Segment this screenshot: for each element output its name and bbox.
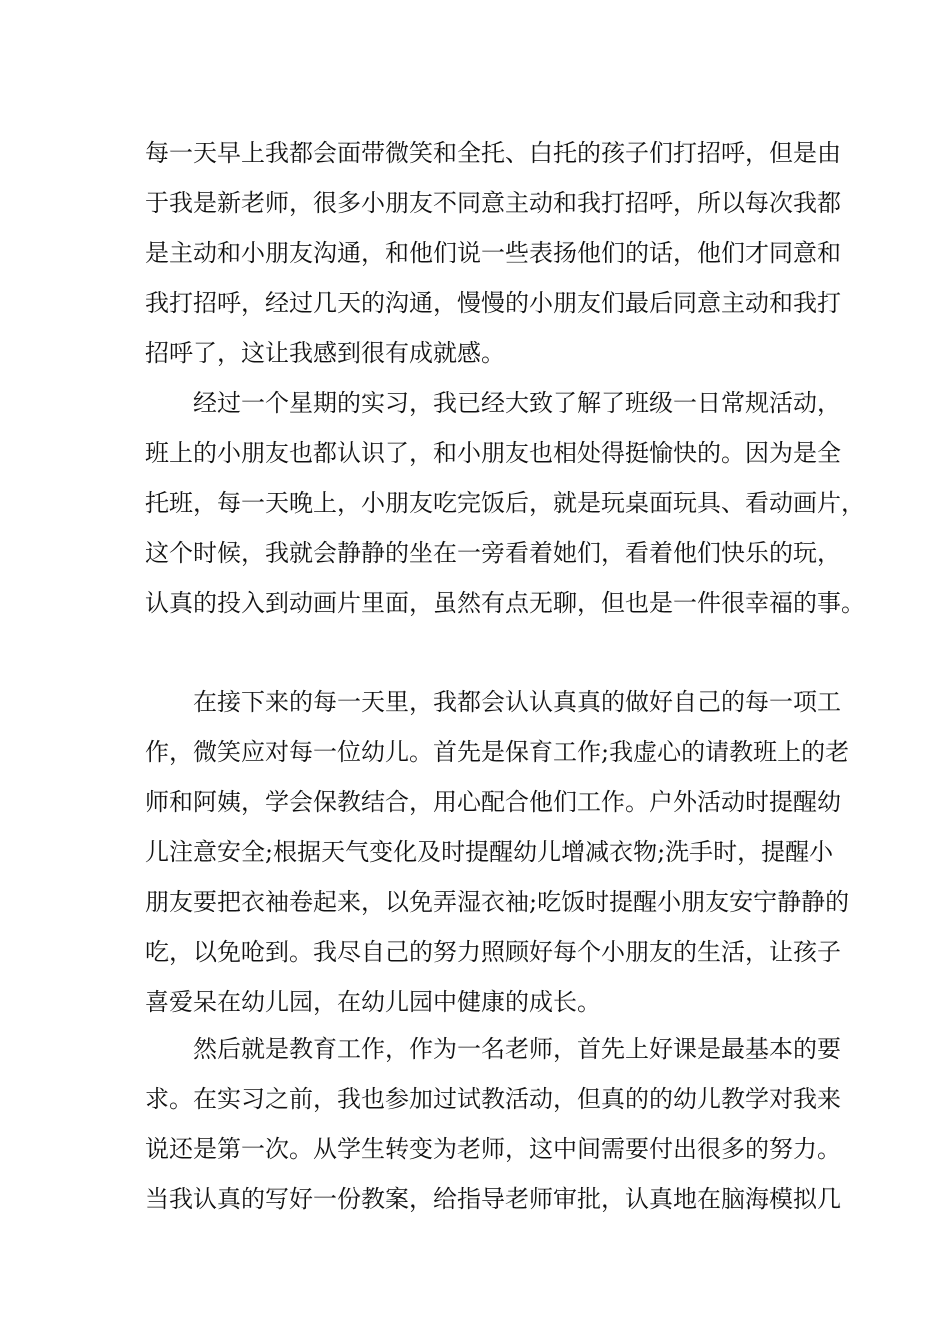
paragraph	[145, 677, 850, 1027]
text-line: 于我是新老师，很多小朋友不同意主动和我打招呼，所以每次我都	[145, 189, 841, 217]
text-line: 朋友要把衣袖卷起来，以免弄湿衣袖;吃饭时提醒小朋友安宁静静的	[145, 888, 850, 916]
text-line: 吃，以免呛到。我尽自己的努力照顾好每个小朋友的生活，让孩子	[145, 938, 841, 966]
text-line: 是主动和小朋友沟通，和他们说一些表扬他们的话，他们才同意和	[145, 239, 841, 267]
text-line: 儿注意安全;根据天气变化及时提醒幼儿增减衣物;洗手时，提醒小	[145, 838, 834, 866]
text-line: 招呼了，这让我感到很有成就感。	[145, 339, 505, 367]
text-line: 在接下来的每一天里，我都会认认真真的做好自己的每一项工	[193, 688, 841, 716]
text-line: 喜爱呆在幼儿园，在幼儿园中健康的成长。	[145, 988, 601, 1016]
text-line: 托班，每一天晚上，小朋友吃完饭后，就是玩桌面玩具、看动画片，	[145, 489, 865, 517]
text-line: 说还是第一次。从学生转变为老师，这中间需要付出很多的努力。	[145, 1135, 841, 1163]
text-line: 当我认真的写好一份教案，给指导老师审批，认真地在脑海模拟几	[145, 1185, 841, 1213]
paragraph	[145, 378, 865, 628]
text-line: 每一天早上我都会面带微笑和全托、白托的孩子们打招呼，但是由	[145, 139, 841, 167]
paragraph	[145, 1024, 841, 1224]
text-line: 认真的投入到动画片里面，虽然有点无聊，但也是一件很幸福的事。	[145, 589, 865, 617]
text-line: 然后就是教育工作，作为一名老师，首先上好课是最基本的要	[193, 1035, 841, 1063]
text-line: 求。在实习之前，我也参加过试教活动，但真的的幼儿教学对我来	[145, 1085, 841, 1113]
text-line: 班上的小朋友也都认识了，和小朋友也相处得挺愉快的。因为是全	[145, 439, 841, 467]
text-line: 我打招呼，经过几天的沟通，慢慢的小朋友们最后同意主动和我打	[145, 289, 841, 317]
paragraph	[145, 128, 841, 378]
text-line: 这个时候，我就会静静的坐在一旁看着她们，看着他们快乐的玩，	[145, 539, 841, 567]
text-line: 经过一个星期的实习，我已经大致了解了班级一日常规活动，	[193, 389, 841, 417]
text-line: 师和阿姨，学会保教结合，用心配合他们工作。户外活动时提醒幼	[145, 788, 841, 816]
text-line: 作，微笑应对每一位幼儿。首先是保育工作;我虚心的请教班上的老	[145, 738, 850, 766]
